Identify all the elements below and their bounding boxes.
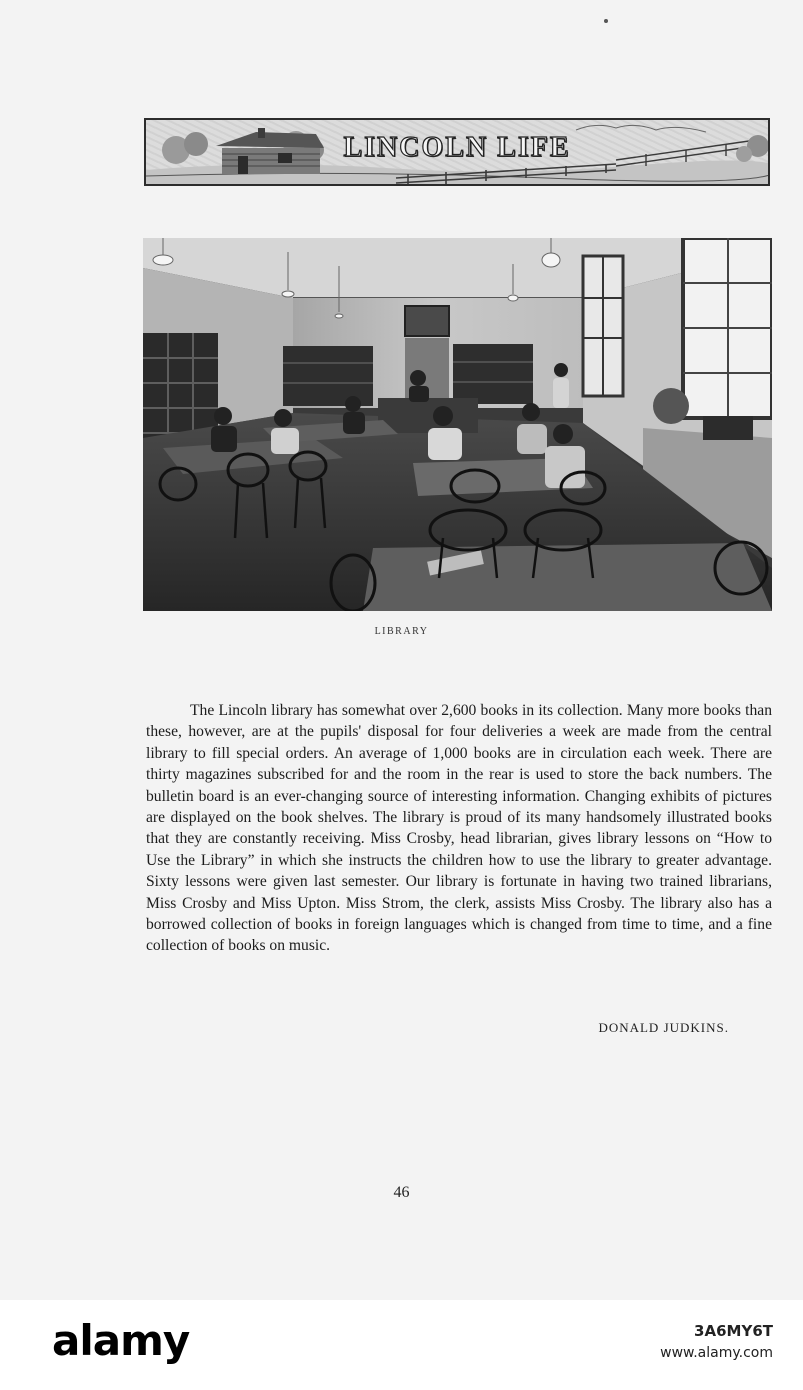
section-banner — [144, 118, 770, 186]
stock-credit — [660, 1320, 773, 1364]
library-photo — [143, 238, 772, 611]
article-paragraph: The Lincoln library has somewhat over 2,600 books in its collection. Many more books than these, however, are at the pupils' disposal for four deliveries a week are made from the central library to fill special orders. An average of 1,000 books are in circulation each week. There are thirty magazines subscribed for and the room in the rear is used to store the back numbers. The bulletin board is an ever-changing source of interesting information. Changing exhibits of pictures are displayed on the book shelves. The library is proud of its many handsomely illustrated books that they are constantly receiving. Miss Crosby, head librarian, gives library lessons on “How to Use the Library” in which she instructs the children how to use the library to greater advantage. Sixty lessons were given last semester. Our library is fortunate in having two trained librarians, Miss Crosby and Miss Upton. Miss Strom, the clerk, assists Miss Crosby. The library also has a borrowed collection of books in foreign languages which is changed from time to time, and a fine collection of books on music. — [146, 702, 772, 955]
article-author: DONALD JUDKINS. — [598, 1020, 729, 1035]
banner-title: LINCOLN LIFE — [343, 132, 571, 163]
print-speck — [604, 19, 608, 23]
stock-site-url: www.alamy.com — [660, 1345, 773, 1361]
stock-logo: alamy — [52, 1316, 190, 1365]
photo-caption: LIBRARY — [374, 626, 429, 637]
stock-image-id: 3A6MY6T — [694, 1322, 773, 1340]
page-number: 46 — [393, 1184, 410, 1201]
